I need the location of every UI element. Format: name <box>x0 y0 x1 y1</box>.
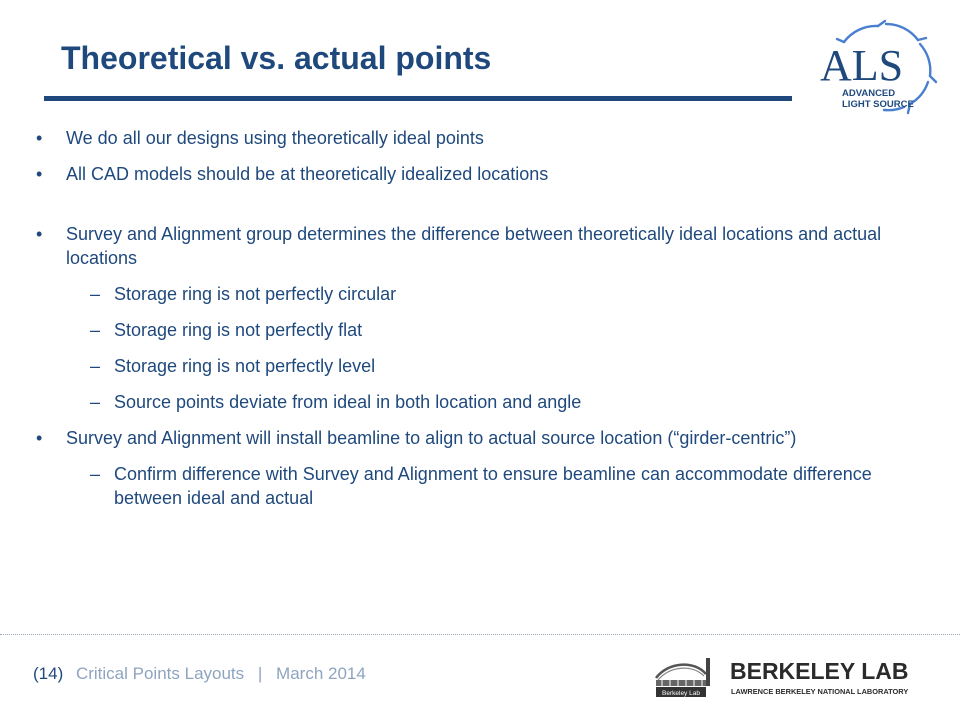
footer-date: March 2014 <box>276 664 366 683</box>
sub-bullet-marker: – <box>90 464 101 484</box>
bullet-text: Survey and Alignment will install beamline to align to actual source location (“girder-centric”) <box>66 428 797 448</box>
sub-bullet-item <box>36 390 916 414</box>
footer-separator: | <box>257 664 263 683</box>
footer <box>33 664 366 684</box>
bullet-list <box>36 126 916 522</box>
sub-bullet-marker: – <box>90 392 101 412</box>
bullet-text: All CAD models should be at theoretically idealized locations <box>66 164 549 184</box>
berkeley-lab-name: BERKELEY LAB <box>730 658 909 684</box>
sub-bullet-marker: – <box>90 320 101 340</box>
bullet-text: Survey and Alignment group determines the difference between theoretically ideal locations and actual locations <box>66 224 882 268</box>
bullet-text: We do all our designs using theoretically ideal points <box>66 128 484 148</box>
footer-text: Critical Points Layouts <box>75 664 245 683</box>
bullet-item <box>36 222 916 270</box>
berkeley-lab-subtitle: LAWRENCE BERKELEY NATIONAL LABORATORY <box>731 687 909 696</box>
sub-bullet-text: Source points deviate from ideal in both location and angle <box>114 392 582 412</box>
sub-bullet-item <box>36 354 916 378</box>
sub-bullet-text: Storage ring is not perfectly circular <box>114 284 397 304</box>
sub-bullet-marker: – <box>90 356 101 376</box>
bullet-marker: • <box>36 164 43 184</box>
bullet-item <box>36 426 916 450</box>
berkeley-lab-badge: Berkeley Lab <box>662 690 700 697</box>
bullet-item <box>36 126 916 150</box>
sub-bullet-item <box>36 318 916 342</box>
als-logo-main: ALS <box>820 41 904 90</box>
als-logo <box>800 14 946 116</box>
bullet-marker: • <box>36 428 43 448</box>
sub-bullet-text: Confirm difference with Survey and Alignment to ensure beamline can accommodate difference between ideal and actual <box>114 464 872 508</box>
berkeley-lab-logo <box>654 652 936 700</box>
sub-bullet-marker: – <box>90 284 101 304</box>
page-number: (14) <box>33 664 64 683</box>
bullet-marker: • <box>36 128 43 148</box>
sub-bullet-text: Storage ring is not perfectly flat <box>114 320 363 340</box>
sub-bullet-item <box>36 462 916 510</box>
slide-title: Theoretical vs. actual points <box>61 40 492 76</box>
footer-divider <box>0 634 960 635</box>
sub-bullet-text: Storage ring is not perfectly level <box>114 356 376 376</box>
als-logo-line1: ADVANCED <box>842 88 896 99</box>
bullet-item <box>36 162 916 186</box>
title-underline <box>44 96 792 101</box>
bullet-marker: • <box>36 224 43 244</box>
als-logo-line2: LIGHT SOURCE <box>842 99 914 110</box>
sub-bullet-item <box>36 282 916 306</box>
